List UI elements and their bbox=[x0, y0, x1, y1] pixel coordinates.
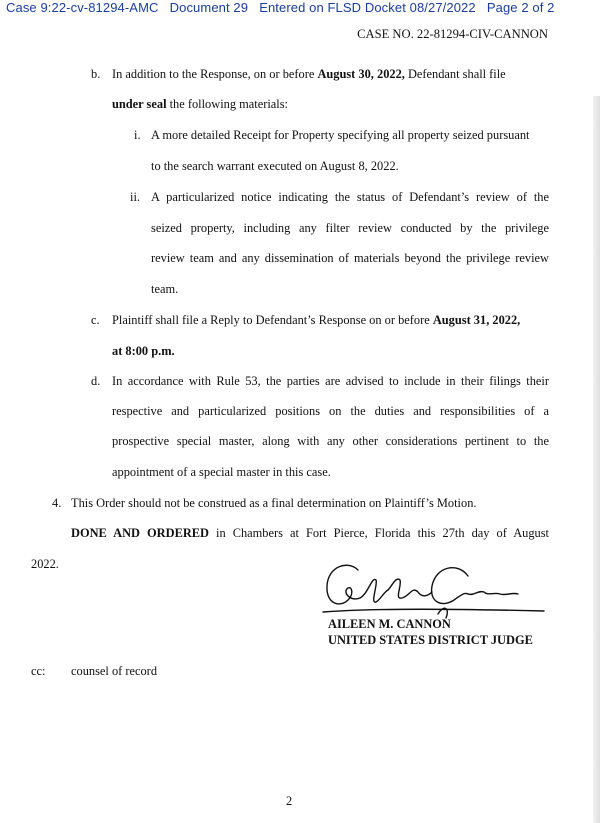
header-entered: Entered on FLSD Docket 08/27/2022 bbox=[259, 0, 476, 15]
signer-title: UNITED STATES DISTRICT JUDGE bbox=[328, 633, 533, 647]
header-page: Page 2 of 2 bbox=[486, 0, 555, 15]
header-document: Document 29 bbox=[169, 0, 249, 15]
para-4-label: 4. bbox=[52, 496, 62, 510]
sub-i-line1: A more detailed Receipt for Property specifying all property seized pursuant bbox=[151, 128, 530, 142]
item-c-label: c. bbox=[91, 313, 100, 327]
sub-ii-line2: seized property, including any filter review conducted by the privilege bbox=[151, 221, 549, 235]
item-d-line1: In accordance with Rule 53, the parties are advised to include in their filings their bbox=[112, 374, 549, 388]
item-c-line1: Plaintiff shall file a Reply to Defendant’s Response on or before August 31, 2022, bbox=[112, 313, 521, 327]
sub-ii-line3: review team and any dissemination of materials beyond the privilege review bbox=[151, 251, 549, 265]
sub-ii-line1: A particularized notice indicating the status of Defendant’s review of the bbox=[151, 190, 549, 204]
cc-recipients: counsel of record bbox=[71, 664, 158, 678]
sub-i-line2: to the search warrant executed on August 8, 2022. bbox=[151, 159, 399, 173]
sub-ii-line4: team. bbox=[151, 282, 179, 296]
para-4-text: This Order should not be construed as a final determination on Plaintiff’s Motion. bbox=[71, 496, 477, 510]
page-number: 2 bbox=[286, 794, 293, 808]
item-d-line2: respective and particularized positions on the duties and responsibilities of a bbox=[112, 404, 549, 418]
item-c-line2: at 8:00 p.m. bbox=[112, 344, 175, 358]
ecf-header bbox=[6, 0, 554, 15]
item-d-line3: prospective special master, along with any other considerations pertinent to the bbox=[112, 434, 549, 448]
item-d-line4: appointment of a special master in this case. bbox=[112, 465, 331, 479]
item-d-label: d. bbox=[91, 374, 101, 388]
cc-label: cc: bbox=[31, 664, 46, 678]
signer-name: AILEEN M. CANNON bbox=[328, 617, 451, 631]
sub-i-label: i. bbox=[134, 128, 141, 142]
item-b-line1: In addition to the Response, on or before August 30, 2022, Defendant shall file bbox=[112, 67, 506, 81]
item-b-line2: under seal the following materials: bbox=[112, 97, 288, 111]
item-b-label: b. bbox=[91, 67, 101, 81]
done-and-ordered: DONE AND ORDERED in Chambers at Fort Pierce, Florida this 27th day of August bbox=[71, 526, 549, 540]
done-year: 2022. bbox=[31, 557, 59, 571]
sub-ii-label: ii. bbox=[130, 190, 140, 204]
header-case: Case 9:22-cv-81294-AMC bbox=[6, 0, 159, 15]
case-number: CASE NO. 22-81294-CIV-CANNON bbox=[357, 27, 548, 41]
judge-signature bbox=[318, 556, 553, 626]
page-edge-shadow bbox=[593, 96, 600, 823]
